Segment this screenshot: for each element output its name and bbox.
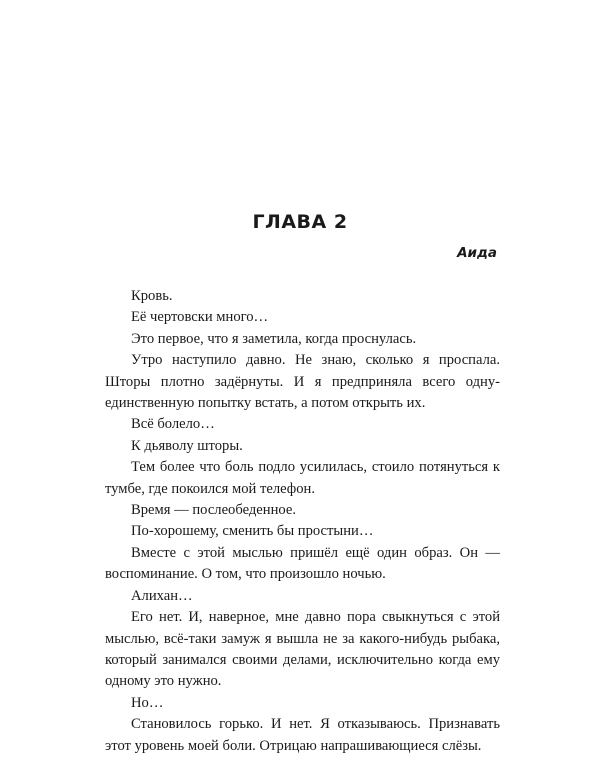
paragraph: Кровь. xyxy=(131,288,173,304)
paragraph: Это первое, что я заметила, когда проснулась. xyxy=(131,330,417,347)
paragraph: Его нет. И, наверное, мне давно пора свыкнуться с этой мыслью, всё-таки замуж я вышла не за какого-нибудь рыбака, который занимался своими делами, исключительно когда ему одному это нужно. xyxy=(105,609,500,690)
paragraph: К дьяволу шторы. xyxy=(131,437,243,454)
paragraph: По-хорошему, сменить бы простыни… xyxy=(131,523,374,540)
paragraph: Вместе с этой мыслью пришёл ещё один образ. Он — воспоминание. О том, что произошло ночью. xyxy=(105,544,500,583)
paragraph: Утро наступило давно. Не знаю, сколько я проспала. Шторы плотно задёрнуты. И я предприняла всего одну-единственную попытку встать, а потом открыть их. xyxy=(105,352,500,412)
paragraph: Тем более что боль подло усилилась, стоило потянуться к тумбе, где покоился мой телефон. xyxy=(105,459,500,497)
paragraph: Но… xyxy=(131,694,164,711)
chapter-title: ГЛАВА 2 xyxy=(252,211,348,233)
paragraph: Её чертовски много… xyxy=(131,309,269,326)
paragraph: Алихан… xyxy=(131,587,193,604)
paragraph: Становилось горько. И нет. Я отказываюсь. Признавать этот уровень моей боли. Отрицаю напрашивающиеся слёзы. xyxy=(105,716,500,754)
pov-character-name: Аида xyxy=(457,245,497,261)
paragraph: Всё болело… xyxy=(131,416,215,433)
paragraph: Время — послеобеденное. xyxy=(131,502,296,519)
chapter-text xyxy=(105,286,500,757)
